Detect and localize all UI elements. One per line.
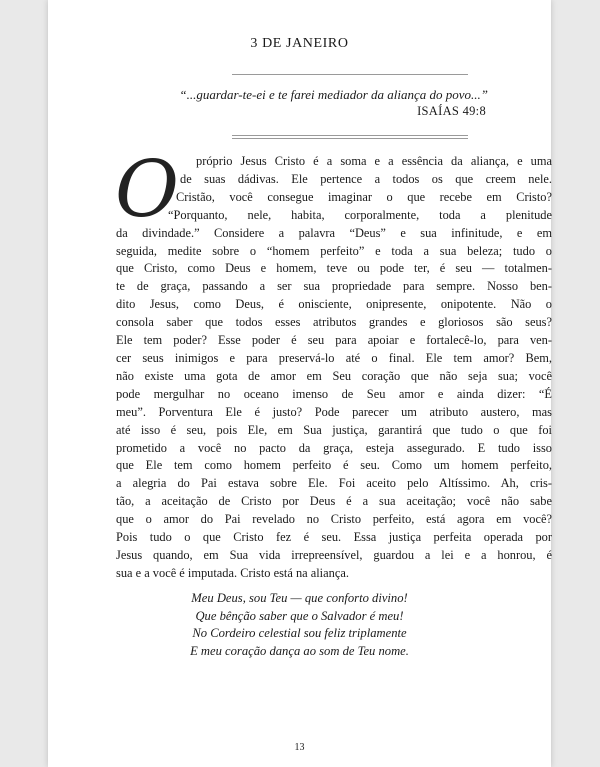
top-divider bbox=[232, 74, 468, 75]
paragraph-line: próprio Jesus Cristo é a soma e a essência da aliança, e uma bbox=[196, 154, 552, 168]
paragraph-line: Jesus quando, em Sua vida irrepreensível, guardou a lei e a honrou, é bbox=[116, 547, 552, 562]
paragraph-line: Ele tem poder? Esse poder é seu para apoiar e fortalecê-lo, para ven- bbox=[116, 333, 552, 348]
page-number: 13 bbox=[294, 742, 305, 753]
paragraph-line: seguida, medite sobre o “homem perfeito” e toda a sua beleza; tudo o bbox=[116, 243, 552, 258]
paragraph-line: não existe uma gota de amor em Seu coração que não seja sua; você bbox=[116, 368, 552, 383]
poem-line: Meu Deus, sou Teu — que conforto divino! bbox=[191, 591, 408, 605]
paragraph-line: da divindade.” Considere a palavra “Deus” e sua infinitude, e em bbox=[116, 225, 552, 240]
paragraph-line: tão, a aceitação de Cristo por Deus é a sua aceitação; você não sabe bbox=[116, 494, 552, 509]
poem-line: E meu coração dança ao som de Teu nome. bbox=[190, 643, 409, 658]
poem-line: Que bênção saber que o Salvador é meu! bbox=[195, 608, 404, 623]
epigraph-verse: “...guardar-te-ei e te farei mediador da aliança do povo...” bbox=[179, 87, 488, 102]
drop-cap-letter: O bbox=[115, 145, 179, 235]
double-divider bbox=[232, 135, 468, 139]
paragraph-line: que Ele tem como homem perfeito é seu. Como um homem perfeito, bbox=[116, 458, 552, 473]
paragraph-line: Cristão, você consegue imaginar o que recebe em Cristo? bbox=[176, 189, 552, 204]
devotional-paragraph bbox=[116, 153, 552, 583]
paragraph-line: te de graça, passando a ser sua propriedade para sempre. Nosso ben- bbox=[116, 279, 552, 294]
paragraph-line: até isso é seu, pois Ele, em Sua justiça, garantirá que tudo o que foi bbox=[116, 422, 552, 437]
paragraph-line: “Porquanto, nele, habita, corporalmente, toda a plenitude bbox=[168, 207, 552, 222]
closing-poem bbox=[48, 590, 551, 660]
paragraph-line: que Cristo, como Deus e homem, teve ou pode ter, é seu — totalmen- bbox=[116, 261, 552, 276]
paragraph-line: consola saber que todos esses atributos grandes e gloriosos são seus? bbox=[116, 315, 552, 330]
page-date-heading: 3 DE JANEIRO bbox=[250, 36, 349, 51]
paragraph-line: Pois tudo o que Cristo fez é seu. Essa justiça perfeita operada por bbox=[116, 530, 552, 545]
paragraph-line: sua e a você é imputada. Cristo está na aliança. bbox=[116, 565, 349, 580]
poem-line: No Cordeiro celestial sou feliz triplamente bbox=[192, 626, 407, 640]
paragraph-line: dito Jesus, como Deus, é onisciente, onipresente, onipotente. Não o bbox=[116, 297, 552, 312]
paragraph-line: cer seus inimigos e para preservá-lo até o final. Ele tem amor? Bem, bbox=[116, 350, 552, 365]
epigraph-reference: ISAÍAS 49:8 bbox=[417, 104, 486, 118]
paragraph-line: meu”. Porventura Ele é justo? Pode parecer um atributo austero, mas bbox=[116, 404, 552, 419]
book-page bbox=[48, 0, 551, 767]
paragraph-line: prometido a você no pacto da graça, esteja assegurado. E tudo isso bbox=[116, 440, 552, 455]
paragraph-line: que o amor do Pai revelado no Cristo perfeito, está agora em você? bbox=[116, 512, 552, 527]
paragraph-line: pode mergulhar no oceano imenso de Seu amor e ainda dizer: “É bbox=[116, 386, 552, 401]
paragraph-line: a alegria do Pai estava sobre Ele. Foi aceito pelo Altíssimo. Ah, cris- bbox=[116, 476, 552, 491]
paragraph-line: de suas dádivas. Ele pertence a todos os que creem nele. bbox=[180, 171, 552, 186]
